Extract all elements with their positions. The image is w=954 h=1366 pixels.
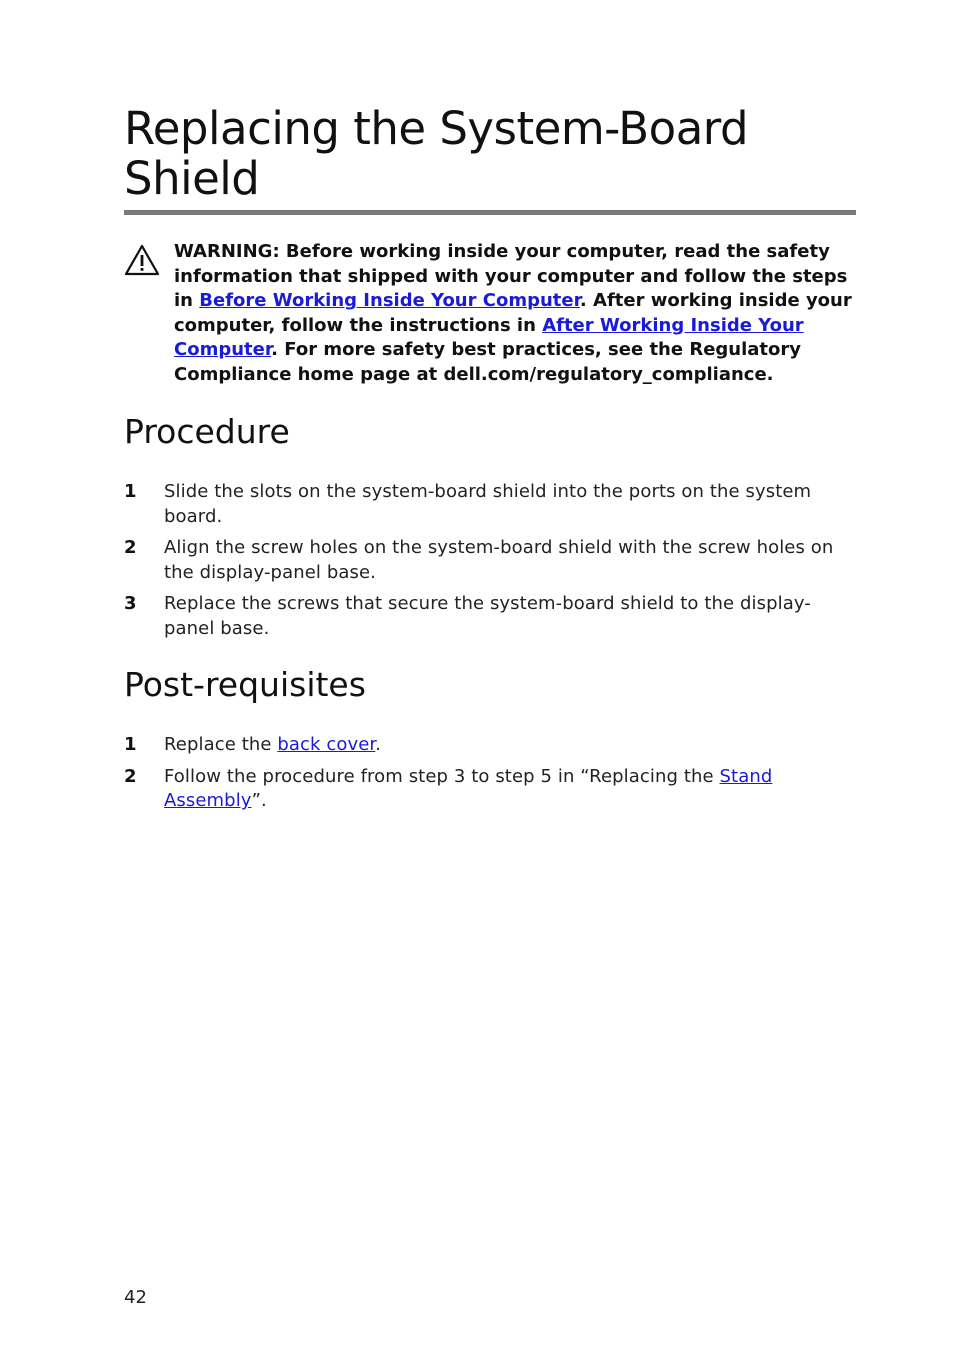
post-requisites-steps xyxy=(124,733,856,814)
warning-text-part3: . For more safety best practices, see the Regulatory Compliance home page at dell.com/regulatory_compliance. xyxy=(174,339,801,385)
link-after-working[interactable]: After Working Inside Your Computer xyxy=(174,314,804,361)
step-text-after: . xyxy=(375,734,382,755)
warning-text xyxy=(174,240,856,388)
warning-text-part2: . After working inside your computer, follow the instructions in xyxy=(174,290,852,336)
post-requisites-heading: Post-requisites xyxy=(124,665,366,704)
step-text: Replace the screws that secure the system-board shield to the display-panel base. xyxy=(164,593,811,639)
step-text-after: ”. xyxy=(251,790,267,812)
page-number: 42 xyxy=(124,1287,147,1308)
step-text: Align the screw holes on the system-board shield with the screw holes on the display-panel base. xyxy=(164,537,834,583)
step-text: Slide the slots on the system-board shield into the ports on the system board. xyxy=(164,481,812,527)
title-divider xyxy=(124,210,856,215)
step-number: 2 xyxy=(124,537,137,559)
link-back-cover[interactable]: back cover xyxy=(277,734,376,755)
step-text-before: Replace the xyxy=(164,734,278,755)
document-page xyxy=(124,0,856,1366)
step-number: 1 xyxy=(124,481,137,502)
step-number: 2 xyxy=(124,765,137,787)
post-requisite-step xyxy=(124,765,856,814)
step-text xyxy=(164,733,856,758)
procedure-step xyxy=(124,592,856,641)
procedure-step xyxy=(124,536,856,585)
procedure-steps xyxy=(124,480,856,642)
step-number: 1 xyxy=(124,734,137,755)
link-stand-assembly[interactable]: Stand Assembly xyxy=(164,765,773,812)
step-number: 3 xyxy=(124,593,137,615)
procedure-step xyxy=(124,480,856,529)
procedure-heading: Procedure xyxy=(124,412,290,451)
warning-triangle-icon xyxy=(124,244,160,276)
warning-text-part1: WARNING: Before working inside your computer, read the safety information that shipped with your computer and follow the steps in xyxy=(174,241,848,312)
step-text-before: Follow the procedure from step 3 to step 5 in “Replacing the xyxy=(164,765,720,787)
link-before-working[interactable]: Before Working Inside Your Computer xyxy=(199,290,580,312)
page-title: Replacing the System-Board Shield xyxy=(124,102,749,205)
step-text xyxy=(164,765,856,814)
post-requisite-step xyxy=(124,733,856,758)
